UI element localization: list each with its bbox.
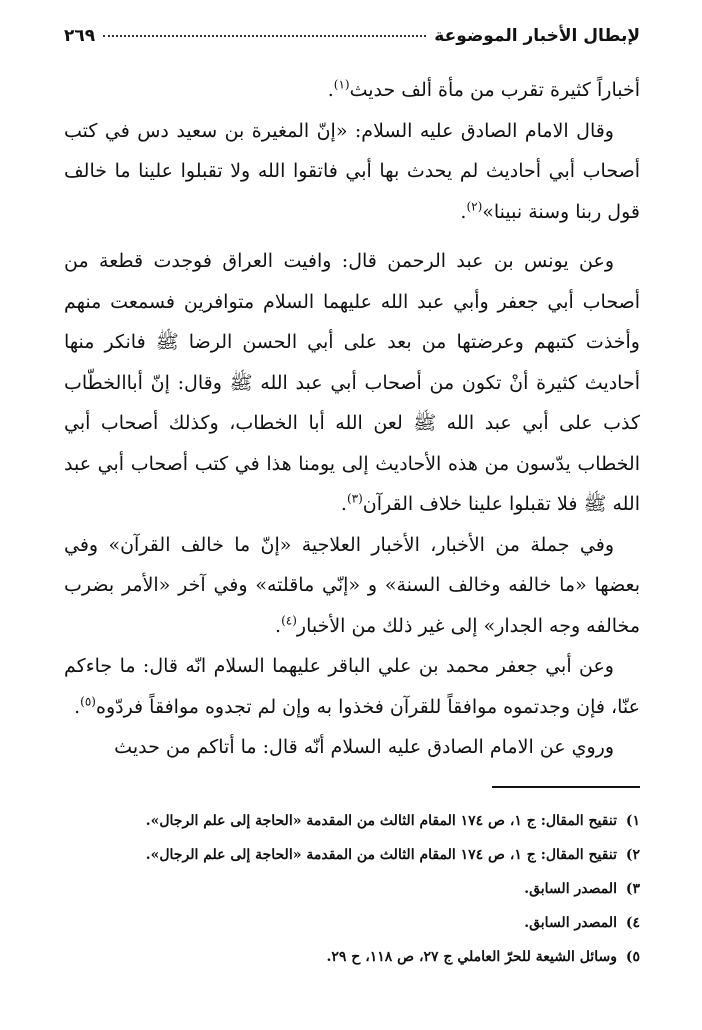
footnote-text: تنقيح المقال: ج ١، ص ١٧٤ المقام الثالث من المقدمة «الحاجة إلى علم الرجال».: [145, 813, 617, 829]
footnote-item: [64, 906, 640, 940]
footnote-number: ٢): [625, 847, 640, 863]
footnotes-list: [64, 804, 640, 974]
footnote-number: ١): [625, 813, 640, 829]
footnote-number: ٣): [625, 881, 640, 897]
footnote-separator: [492, 786, 640, 788]
paragraph-tail: .: [340, 493, 347, 515]
footnote-item: [64, 872, 640, 906]
paragraph: [64, 646, 640, 727]
footnote-text: المصدر السابق.: [524, 881, 617, 897]
paragraph-tail: .: [74, 695, 81, 718]
footnote-number: ٤): [625, 915, 640, 931]
paragraph-text: وعن يونس بن عبد الرحمن قال: وافيت العراق فوجدت قطعة من أصحاب أبي جعفر وأبي عبد الله عليهما السلام متوافرين فسمعت منهم وأخذت كتبهم وعرضتها من بعد على أبي الحسن الرضا ﷺ فانكر منها أحاديث كثيرة أنْ تكون من أصحاب أبي عبد الله ﷺ وقال: إنّ أباالخطّاب كذب على أبي عبد الله ﷺ لعن الله أبا الخطاب، وكذلك أصحاب أبي الخطاب يدّسون من هذه الأحاديث إلى يومنا هذا في كتب أصحاب أبي عبد الله ﷺ فلا تقبلوا علينا خلاف القرآن: [64, 250, 640, 515]
paragraph-text: وقال الامام الصادق عليه السلام: «إنّ المغيرة بن سعيد دس في كتب أصحاب أبي أحاديث لم يحدث بها أبي فاتقوا الله ولا تقبلوا علينا ما خالف قول ربنا وسنة نبينا»: [64, 119, 640, 223]
footnote-number: ٥): [625, 949, 640, 965]
paragraph-tail: .: [275, 614, 282, 637]
footnote-text: تنقيح المقال: ج ١، ص ١٧٤ المقام الثالث من المقدمة «الحاجة إلى علم الرجال».: [145, 847, 617, 863]
paragraph-text: أخباراً كثيرة تقرب من مأة ألف حديث: [349, 79, 640, 101]
paragraph: [64, 70, 640, 111]
footnote-marker[interactable]: (٣): [346, 491, 363, 506]
footnote-marker[interactable]: (١): [333, 77, 350, 92]
paragraph: [64, 727, 640, 768]
footnote-marker[interactable]: (٥): [80, 694, 96, 709]
running-title: لإبطال الأخبار الموضوعة: [434, 26, 640, 46]
paragraph-tail: .: [327, 79, 334, 101]
paragraph-text: وعن أبي جعفر محمد بن علي الباقر عليهما السلام انّه قال: ما جاءكم عنّا، فإن وجدتموه موافقاً للقرآن فخذوا به وإن لم تجدوه موافقاً فردّوه: [64, 655, 640, 718]
paragraph-tail: .: [460, 200, 467, 223]
main-text: [64, 70, 640, 768]
book-page: [64, 26, 640, 1006]
paragraph-text: وروي عن الامام الصادق عليه السلام أنّه قال: ما أتاكم من حديث: [114, 736, 614, 758]
paragraph: [64, 525, 640, 647]
paragraph: [64, 111, 640, 233]
footnote-marker[interactable]: (٢): [466, 199, 483, 214]
footnote-item: [64, 804, 640, 838]
leader-dots: [103, 35, 426, 37]
footnote-item: [64, 838, 640, 872]
footnote-marker[interactable]: (٤): [281, 613, 297, 628]
footnote-text: المصدر السابق.: [524, 915, 617, 931]
running-header: [64, 26, 640, 56]
page-number: ٢٦٩: [64, 26, 96, 46]
paragraph-text: وفي جملة من الأخبار، الأخبار العلاجية «إنّ ما خالف القرآن» وفي بعضها «ما خالفه وخالف السنة» و «إنّي ماقلته» وفي آخر «الأمر بضرب مخالفه وجه الجدار» إلى غير ذلك من الأخبار: [64, 533, 640, 637]
footnote-text: وسائل الشيعة للحرّ العاملي ج ٢٧، ص ١١٨، ح ٢٩.: [326, 949, 617, 965]
paragraph: [64, 241, 640, 525]
footnote-item: [64, 940, 640, 974]
